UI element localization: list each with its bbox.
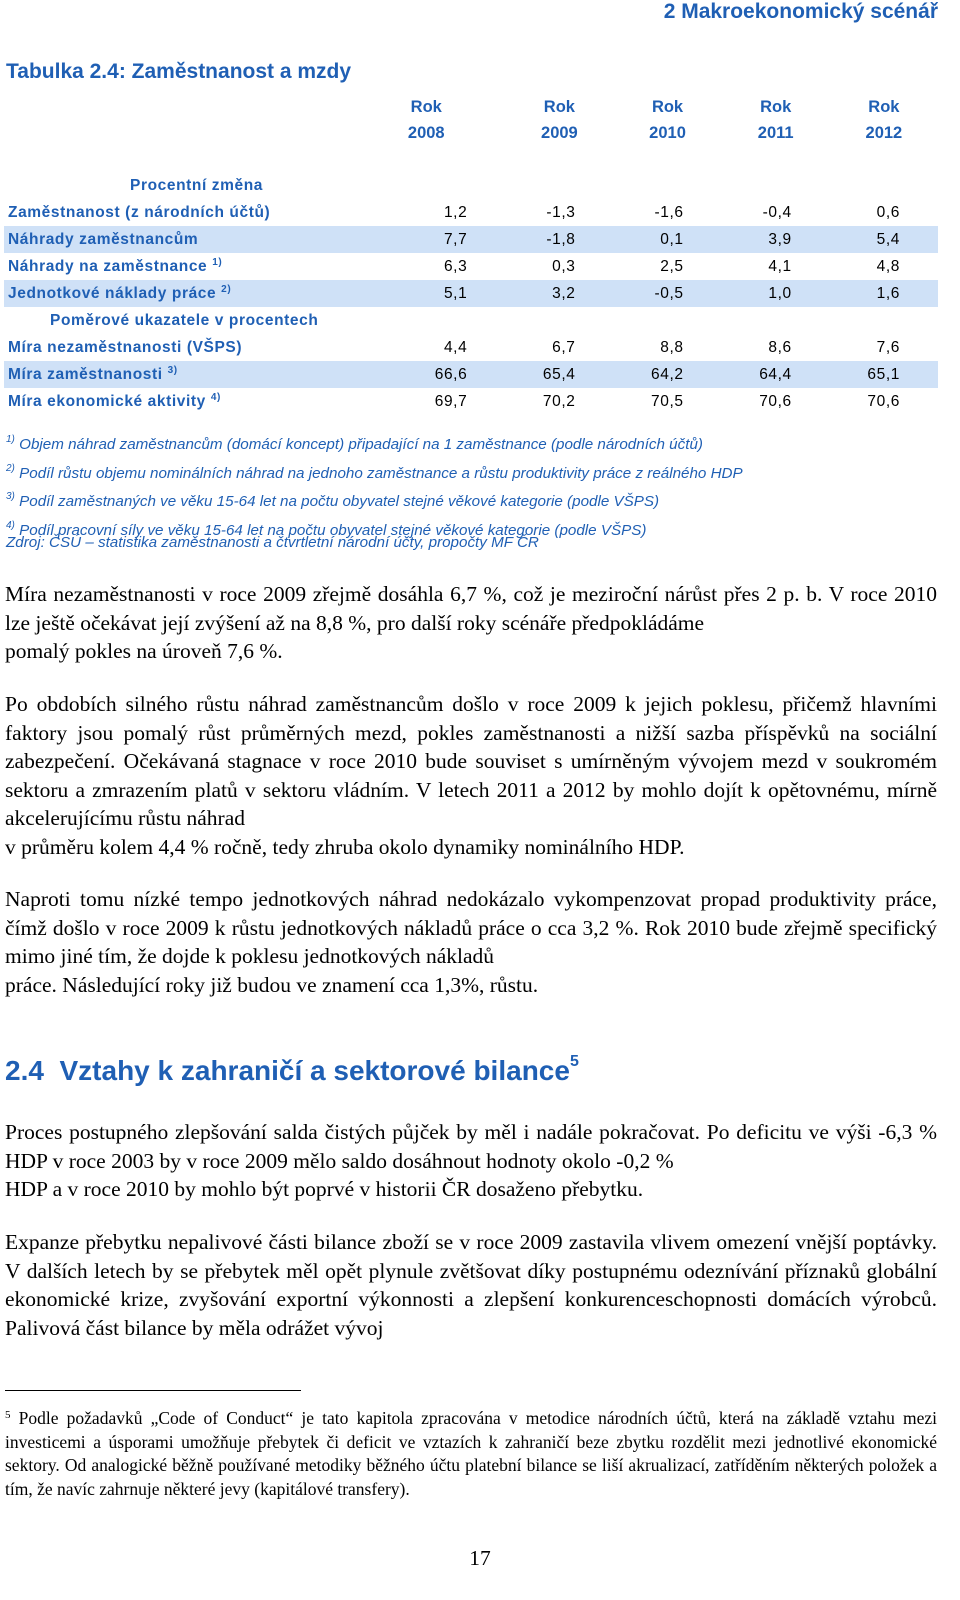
section-row [4,172,938,199]
table-title: Tabulka 2.4: Zaměstnanost a mzdy [6,60,352,83]
table-cell: 5,4 [830,226,938,253]
table-cell: 2,5 [660,257,684,275]
row-label: Míra zaměstnanosti [8,366,163,383]
row-note-mark: 2) [221,284,232,295]
table-cell: 70,6 [759,392,792,410]
column-header: Rok [543,97,575,116]
table-row [4,388,938,415]
section-row [4,307,938,334]
column-header: Rok [651,97,684,116]
footnote-mark: 4) [6,519,15,531]
paragraph-compensation [5,690,937,862]
table-row [4,226,938,253]
table-cell: 1,2 [443,203,468,221]
table-cell: 70,6 [867,392,900,410]
table-row [4,253,938,280]
section-heading [5,1053,579,1087]
footnote-text: Podíl růstu objemu nominálních náhrad na jednoho zaměstnance a růstu produktivity práce z reálného HDP [19,464,743,482]
table-row [4,334,938,361]
footnote [6,485,936,514]
paragraph-text: Naproti tomu nízké tempo jednotkových náhrad nedokázalo vykompenzovat propad produktivity práce, čímž došlo v roce 2009 k růstu jednotkových nákladů práce o cca 3,2 %. Rok 2010 bude zřejmě specifický mimo jiné tím, že dojde k poklesu jednotkových nákladů [5,887,937,969]
column-year: 2010 [649,123,686,142]
table-cell: 64,4 [722,361,830,388]
table-cell: 1,6 [830,280,938,307]
paragraph-net-lending [5,1118,937,1204]
footnote-separator [5,1390,301,1391]
chapter-header: 2 Makroekonomický scénář [663,0,938,23]
table-cell: -0,5 [613,280,721,307]
paragraph-trade-balance [5,1228,937,1342]
table-header-row-years-label [4,94,938,120]
footnote-text: Podíl pracovní síly ve věku 15-64 let na počtu obyvatel stejné věkové kategorie (podle VŠPS) [19,521,647,539]
column-year: 2011 [757,123,794,142]
employment-table [4,94,938,415]
footnote-mark: 1) [6,434,15,445]
row-label: Zaměstnanost (z národních účtů) [8,203,271,221]
row-label: Náhrady na zaměstnance [8,258,208,275]
table-cell: 3,9 [722,226,830,253]
section-title: Vztahy k zahraničí a sektorové bilance [59,1055,570,1086]
row-label: Jednotkové náklady práce [8,285,217,302]
table-footnotes [6,428,936,542]
page-number: 17 [469,1546,491,1570]
table-cell: -1,6 [654,203,684,221]
table-source: Zdroj: ČSÚ – statistika zaměstnanosti a čtvrtletní národní účty, propočty MF ČR [6,534,539,551]
table-cell: 4,8 [876,257,900,275]
table-row [4,361,938,388]
footnote-mark: 2) [6,462,15,474]
table-cell: 66,6 [347,361,505,388]
row-note-mark: 3) [167,365,178,376]
table-cell: 0,6 [876,203,900,221]
table-row [4,280,938,307]
row-label: Míra nezaměstnanosti (VŠPS) [8,338,243,356]
table-cell: 1,0 [722,280,830,307]
table-cell: 8,6 [768,338,792,356]
paragraph-text: Míra nezaměstnanosti v roce 2009 zřejmě dosáhla 6,7 %, což je meziroční nárůst přes 2 p. b. V roce 2010 lze ještě očekávat její zvýšení až na 8,8 %, pro další roky scénáře předpokládáme [5,582,937,635]
section-number: 2.4 [5,1055,44,1086]
row-label: Náhrady zaměstnancům [8,230,199,248]
table-cell: 6,7 [552,338,576,356]
column-header: Rok [868,97,900,116]
section-label-percent-change: Procentní změna [130,176,264,194]
paragraph-last-line: pomalý pokles na úroveň 7,6 %. [5,639,283,664]
column-header: Rok [410,97,442,116]
paragraph-unit-labour-costs [5,885,937,999]
row-label: Míra ekonomické aktivity [8,393,206,410]
row-note-mark: 1) [212,257,223,268]
paragraph-text: Proces postupného zlepšování salda čistých půjček by měl i nadále pokračovat. Po deficitu ve výši -6,3 % HDP v roce 2003 by v roce 2009 mělo saldo dosáhnout hodnoty okolo -0,2 % [5,1120,937,1173]
paragraph-last-line: v průměru kolem 4,4 % ročně, tedy zhruba okolo dynamiky nominálního HDP. [5,834,685,859]
table-cell: 7,6 [876,338,900,356]
table-header-row-years [4,120,938,146]
column-year: 2012 [865,123,903,142]
table-cell: 70,2 [542,392,576,410]
footnote [6,428,936,457]
table-cell: -1,3 [546,203,576,221]
table-cell: 7,7 [347,226,505,253]
row-note-mark: 4) [210,392,221,403]
table-cell: 69,7 [434,392,468,410]
paragraph-last-line: práce. Následující roky již budou ve znamení cca 1,3%, růstu. [5,972,539,997]
page-footnote-mark: 5 [5,1409,11,1421]
table-cell: -0,4 [762,203,792,221]
paragraph-text: Expanze přebytku nepalivové části bilance zboží se v roce 2009 zastavila vlivem omezení vnější poptávky. V dalších letech by se přebytek měl opět plynule zvětšovat díky postupnému odeznívání příznaků globální ekonomické krize, zvyšování exportní výkonnosti a zlepšení konkurenceschopnosti domácích výrobců. Palivová část bilance by měla odrážet vývoj [5,1230,937,1340]
paragraph-unemployment [5,580,937,666]
page-footnote-text: Podle požadavků „Code of Conduct“ je tato kapitola zpracována v metodice národních účtů, která na základě vztahu mezi investicemi a úsporami umožňuje přebytek či deficit ve vztazích k zahraničí beze zbytku rozdělit mezi jednotlivé ekonomické sektory. Od analogické běžně používané metodiky běžného účtu platební bilance se liší akrualizací, zatříděním některých položek a tím, že navíc zahrnuje některé jevy (kapitálové transfery). [5,1408,938,1499]
page-footnote [5,1404,937,1501]
column-header: Rok [760,97,792,116]
paragraph-text: Po obdobích silného růstu náhrad zaměstnancům došlo v roce 2009 k jejich poklesu, přičemž hlavními faktory jsou pomalý růst průměrných mezd, pokles zaměstnanosti a nižší sazba příspěvků na sociální zabezpečení. Očekávaná stagnace v roce 2010 bude souviset s umírněným vývojem mezd v soukromém sektoru a zmrazením platů v sektoru vládním. V letech 2011 a 2012 by mohlo dojít k opětovnému, mírně akcelerujícímu růstu náhrad [5,692,937,831]
table-cell: -1,8 [505,226,613,253]
table-cell: 5,1 [347,280,505,307]
column-year: 2008 [407,123,445,142]
section-label-ratio-indicators: Poměrové ukazatele v procentech [50,311,319,329]
table-row [4,199,938,226]
footnote-mark: 3) [6,491,15,502]
table-cell: 0,1 [613,226,721,253]
section-note-mark: 5 [569,1053,579,1070]
table-cell: 3,2 [505,280,613,307]
paragraph-last-line: HDP a v roce 2010 by mohlo být poprvé v historii ČR dosaženo přebytku. [5,1177,644,1202]
table-cell: 64,2 [613,361,721,388]
table-cell: 0,3 [552,257,576,275]
table-cell: 65,4 [505,361,613,388]
footnote [6,457,936,486]
column-year: 2009 [541,123,578,142]
footnote-text: Objem náhrad zaměstnancům (domácí koncept) připadající na 1 zaměstnance (podle národních účtů) [19,436,703,453]
table-cell: 4,4 [443,338,468,356]
table-cell: 65,1 [830,361,938,388]
table-cell: 70,5 [651,392,684,410]
footnote-text: Podíl zaměstnaných ve věku 15-64 let na počtu obyvatel stejné věkové kategorie (podle VŠPS) [19,493,660,510]
table-cell: 4,1 [768,257,792,275]
table-cell: 6,3 [443,257,468,275]
table-cell: 8,8 [660,338,684,356]
